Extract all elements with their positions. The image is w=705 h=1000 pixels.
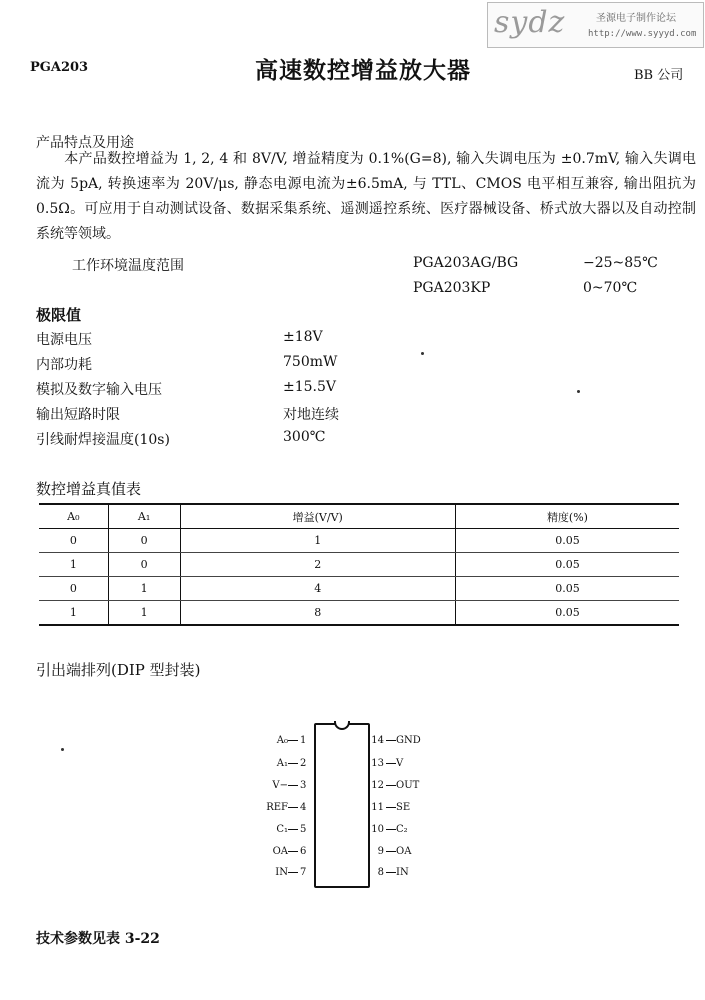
pin-left xyxy=(277,757,314,771)
watermark-url: http://www.syyyd.com xyxy=(588,29,697,39)
temperature-range: 0~70℃ xyxy=(583,280,638,296)
pin-number: 10 xyxy=(371,824,384,835)
pin-lead xyxy=(288,872,298,873)
pin-lead xyxy=(386,785,396,786)
table-cell: 0.05 xyxy=(455,553,679,577)
table-cell: 0 xyxy=(108,553,180,577)
pin-right xyxy=(370,801,410,815)
column-header: A₁ xyxy=(108,504,180,529)
pin-right xyxy=(370,823,408,837)
pin-label: GND xyxy=(396,735,421,746)
pin-left xyxy=(273,845,314,859)
table-row xyxy=(39,577,679,601)
table-cell: 0 xyxy=(108,529,180,553)
pin-right xyxy=(370,734,421,748)
pin-left xyxy=(266,801,314,815)
pin-label: C₁ xyxy=(276,824,288,835)
table-cell: 1 xyxy=(39,601,108,626)
table-cell: 8 xyxy=(180,601,455,626)
pin-number: 2 xyxy=(300,758,307,769)
pin-number: 4 xyxy=(300,802,307,813)
limits-heading: 极限值 xyxy=(36,306,82,324)
pin-left xyxy=(275,866,314,880)
pin-number: 7 xyxy=(300,867,307,878)
pinout-heading: 引出端排列(DIP 型封装) xyxy=(36,661,201,679)
pin-label: IN xyxy=(396,867,409,878)
pin-number: 5 xyxy=(300,824,307,835)
pin-label: OUT xyxy=(396,780,420,791)
pin-number: 12 xyxy=(371,780,384,791)
pin-number: 14 xyxy=(371,735,384,746)
pin-lead xyxy=(288,829,298,830)
table-row xyxy=(39,601,679,626)
truth-table-heading: 数控增益真值表 xyxy=(36,480,142,498)
temperature-model: PGA203KP xyxy=(413,280,491,296)
pin-label: OA xyxy=(396,846,412,857)
limit-value: 300℃ xyxy=(283,429,326,445)
pin-left xyxy=(272,779,314,793)
pin-lead xyxy=(288,763,298,764)
table-cell: 0 xyxy=(39,529,108,553)
limit-label: 模拟及数字输入电压 xyxy=(36,382,162,398)
truth-table xyxy=(39,503,679,626)
limit-label: 输出短路时限 xyxy=(36,407,120,423)
footer-note: 技术参数见表 3-22 xyxy=(36,931,160,947)
pin-lead xyxy=(386,807,396,808)
pin-lead xyxy=(288,807,298,808)
pin-label: V xyxy=(396,758,404,769)
pin-number: 3 xyxy=(300,780,307,791)
scan-speck xyxy=(61,748,64,751)
pin-left xyxy=(276,823,314,837)
pin-number: 8 xyxy=(377,867,384,878)
pin-lead xyxy=(288,740,298,741)
limit-label: 电源电压 xyxy=(36,332,92,348)
table-cell: 4 xyxy=(180,577,455,601)
pin-number: 11 xyxy=(371,802,384,813)
table-cell: 1 xyxy=(180,529,455,553)
pin-number: 13 xyxy=(371,758,384,769)
column-header: 精度(%) xyxy=(455,504,679,529)
watermark-logo xyxy=(487,2,704,48)
pin-lead xyxy=(386,740,396,741)
features-heading: 产品特点及用途 xyxy=(36,135,134,151)
table-header-row xyxy=(39,504,679,529)
limit-label: 内部功耗 xyxy=(36,357,92,373)
pin-number: 1 xyxy=(300,735,307,746)
pin-lead xyxy=(288,785,298,786)
table-row xyxy=(39,529,679,553)
scan-speck xyxy=(577,390,580,393)
column-header: A₀ xyxy=(39,504,108,529)
watermark-logo-text: sydz xyxy=(494,5,566,40)
table-cell: 0.05 xyxy=(455,577,679,601)
limit-value: ±18V xyxy=(283,329,323,345)
pin-right xyxy=(370,757,403,771)
pin-right xyxy=(370,845,411,859)
pin-lead xyxy=(386,851,396,852)
table-cell: 1 xyxy=(39,553,108,577)
limit-value: 750mW xyxy=(283,354,338,370)
pin-label: IN xyxy=(275,867,288,878)
features-paragraph xyxy=(36,147,696,247)
dip-package-body xyxy=(314,723,370,888)
pin-label: C₂ xyxy=(396,824,408,835)
model-number: PGA203 xyxy=(30,60,89,75)
pin-number: 6 xyxy=(300,846,307,857)
pin-label: A₀ xyxy=(276,735,288,746)
temperature-model: PGA203AG/BG xyxy=(413,255,519,271)
temperature-label: 工作环境温度范围 xyxy=(72,258,184,274)
table-cell: 0.05 xyxy=(455,529,679,553)
scan-speck xyxy=(421,352,424,355)
pin-lead xyxy=(386,872,396,873)
pin-lead xyxy=(386,763,396,764)
table-cell: 0.05 xyxy=(455,601,679,626)
pin-number: 9 xyxy=(377,846,384,857)
temperature-range: −25~85℃ xyxy=(583,255,658,271)
pin-label: REF xyxy=(266,802,288,813)
limit-value: ±15.5V xyxy=(283,379,337,395)
table-cell: 0 xyxy=(39,577,108,601)
pin-right xyxy=(370,866,409,880)
pin-label: V− xyxy=(272,780,288,791)
limit-label: 引线耐焊接温度(10s) xyxy=(36,432,170,448)
table-cell: 1 xyxy=(108,577,180,601)
pin-lead xyxy=(386,829,396,830)
pin-left xyxy=(277,734,314,748)
features-paragraph-text: 本产品数控增益为 1, 2, 4 和 8V/V, 增益精度为 0.1%(G=8), 输入失调电压为 ±0.7mV, 输入失调电流为 5pA, 转换速率为 20V/μs, 静态电源电流为±6.5mA, 与 TTL、CMOS 电平相互兼容, 输出阻抗为 0.5Ω。可应用于自动测试设备、数据采集系统、遥测遥控系统、医疗器械设备、桥式放大器以及自动控制系统等领域。 xyxy=(36,151,696,242)
column-header: 增益(V/V) xyxy=(180,504,455,529)
pin-label: SE xyxy=(396,802,411,813)
pin-label: A₁ xyxy=(276,758,288,769)
pin-lead xyxy=(288,851,298,852)
pin-right xyxy=(370,779,419,793)
page-title: 高速数控增益放大器 xyxy=(255,57,471,84)
table-row xyxy=(39,553,679,577)
company-name: BB 公司 xyxy=(634,68,684,83)
table-cell: 2 xyxy=(180,553,455,577)
pin-label: OA xyxy=(272,846,288,857)
limit-value: 对地连续 xyxy=(283,407,339,423)
table-cell: 1 xyxy=(108,601,180,626)
watermark-site-name: 圣源电子制作论坛 xyxy=(596,13,676,24)
